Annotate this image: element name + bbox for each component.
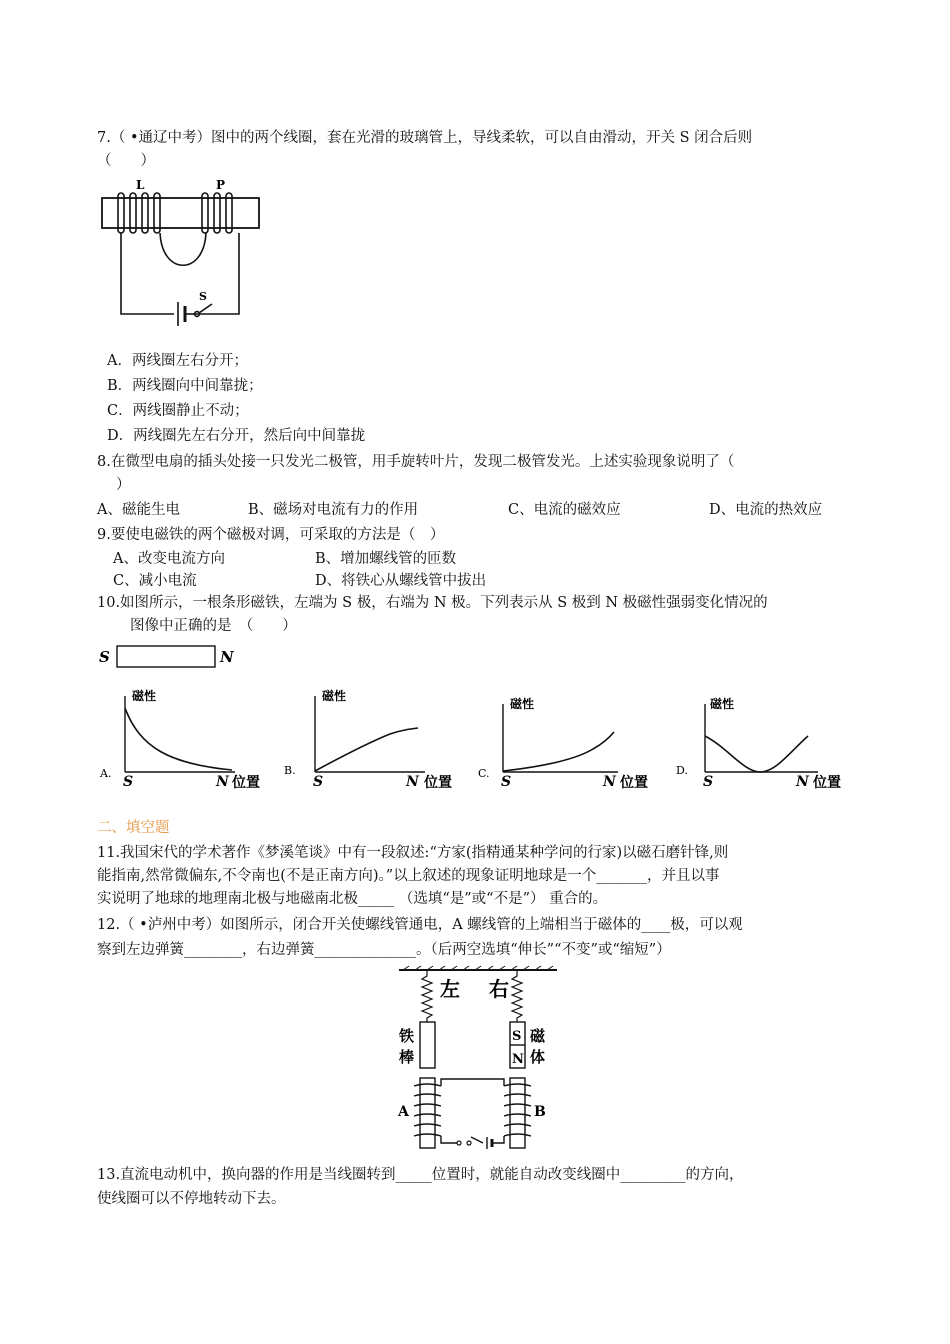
graph-b-s: S: [313, 774, 324, 790]
q8-stem-line2: ）: [116, 477, 131, 493]
q9-option-a: A、改变电流方向: [113, 551, 225, 567]
graph-a-ylabel: 磁性: [132, 689, 157, 703]
graph-d-n: N: [796, 774, 809, 790]
q7-coil-figure: [100, 176, 265, 326]
q10-stem-line2: 图像中正确的是 （ ）: [130, 618, 297, 634]
q12-line2: 察到左边弹簧________，右边弹簧______________。（后两空选填“伸长”“不变”或“缩短”）: [97, 942, 671, 958]
q7-label-p: P: [216, 178, 226, 192]
q12-iron-1: 铁: [399, 1027, 415, 1045]
graph-b-n: N: [406, 774, 419, 790]
graph-d-option: D.: [676, 764, 688, 777]
q12-mag-2: 体: [530, 1048, 546, 1066]
q7-option-a: A．两线圈左右分开；: [107, 353, 248, 369]
q9-stem: 9.要使电磁铁的两个磁极对调，可采取的方法是（ ）: [97, 527, 445, 543]
q7-label-s: S: [199, 290, 207, 303]
q10-stem-line1: 10.如图所示，一根条形磁铁，左端为 S 极，右端为 N 极。下列表示从 S 极到 N 极磁性强弱变化情况的: [97, 595, 768, 611]
q12-iron-2: 棒: [399, 1048, 415, 1066]
graph-a-n: N: [216, 774, 229, 790]
q12-left-label: 左: [440, 977, 460, 1001]
q8-option-d: D、电流的热效应: [709, 502, 823, 518]
q10-bar-magnet: [97, 642, 247, 672]
q8-option-a: A、磁能生电: [97, 502, 180, 518]
q12-spring-figure: [395, 966, 565, 1156]
q8-option-c: C、电流的磁效应: [508, 502, 621, 518]
section-title: 二、填空题: [97, 820, 170, 836]
graph-c-ylabel: 磁性: [510, 697, 535, 711]
q12-pole-s: S: [512, 1029, 522, 1044]
q12-coil-a: A: [398, 1104, 409, 1120]
q10-graph-c: [478, 686, 653, 796]
q7-stem-line1: 7.（ •通辽中考）图中的两个线圈，套在光滑的玻璃管上，导线柔软，可以自由滑动，开关 S 闭合后则: [97, 130, 753, 146]
q11-line3: 实说明了地球的地理南北极与地磁南北极_____ （选填“是”或“不是”） 重合的。: [97, 891, 608, 907]
q7-label-l: L: [136, 178, 145, 192]
graph-a-option: A.: [100, 767, 112, 780]
q13-line1: 13.直流电动机中，换向器的作用是当线圈转到_____位置时，就能自动改变线圈中_________的方向，: [97, 1167, 744, 1183]
q9-option-d: D、将铁心从螺线管中拔出: [315, 573, 487, 589]
magnet-s-label: S: [99, 648, 110, 666]
q8-stem-line1: 8.在微型电扇的插头处接一只发光二极管，用手旋转叶片，发现二极管发光。上述实验现象说明了（: [97, 454, 735, 470]
graph-b-option: B.: [284, 764, 296, 777]
graph-b-ylabel: 磁性: [322, 689, 347, 703]
graph-c-n: N: [603, 774, 616, 790]
q10-graph-a: [100, 686, 270, 796]
graph-c-option: C.: [478, 767, 490, 780]
q9-option-c: C、减小电流: [113, 573, 197, 589]
graph-d-ylabel: 磁性: [710, 697, 735, 711]
graph-d-xlabel: 位置: [813, 775, 841, 791]
graph-c-xlabel: 位置: [620, 775, 648, 791]
q12-right-label: 右: [489, 977, 509, 1001]
q9-option-b: B、增加螺线管的匝数: [315, 551, 457, 567]
q12-pole-n: N: [512, 1052, 524, 1067]
graph-d-s: S: [703, 774, 714, 790]
q10-graph-d: [676, 686, 851, 796]
q8-option-b: B、磁场对电流有力的作用: [248, 502, 419, 518]
graph-c-s: S: [501, 774, 512, 790]
q7-option-c: C．两线圈静止不动；: [107, 403, 249, 419]
q10-graph-b: [284, 686, 460, 796]
q7-option-d: D．两线圈先左右分开，然后向中间靠拢: [107, 428, 366, 444]
q12-line1: 12.（ •泸州中考）如图所示，闭合开关使螺线管通电，A 螺线管的上端相当于磁体的____极，可以观: [97, 917, 743, 933]
magnet-n-label: N: [220, 648, 234, 666]
graph-a-s: S: [123, 774, 134, 790]
graph-b-xlabel: 位置: [424, 775, 452, 791]
q11-line2: 能指南,然常微偏东,不令南也(不是正南方向)。”以上叙述的现象证明地球是一个_______，并且以事: [97, 868, 720, 884]
graph-a-xlabel: 位置: [232, 775, 260, 791]
q11-line1: 11.我国宋代的学术著作《梦溪笔谈》中有一段叙述:“方家(指精通某种学问的行家)以磁石磨针锋,则: [97, 845, 729, 861]
q13-line2: 使线圈可以不停地转动下去。: [97, 1191, 286, 1207]
q12-coil-b: B: [534, 1104, 546, 1120]
q7-stem-line2: （ ）: [97, 153, 155, 169]
q12-mag-1: 磁: [530, 1027, 546, 1045]
q7-option-b: B．两线圈向中间靠拢；: [107, 378, 263, 394]
